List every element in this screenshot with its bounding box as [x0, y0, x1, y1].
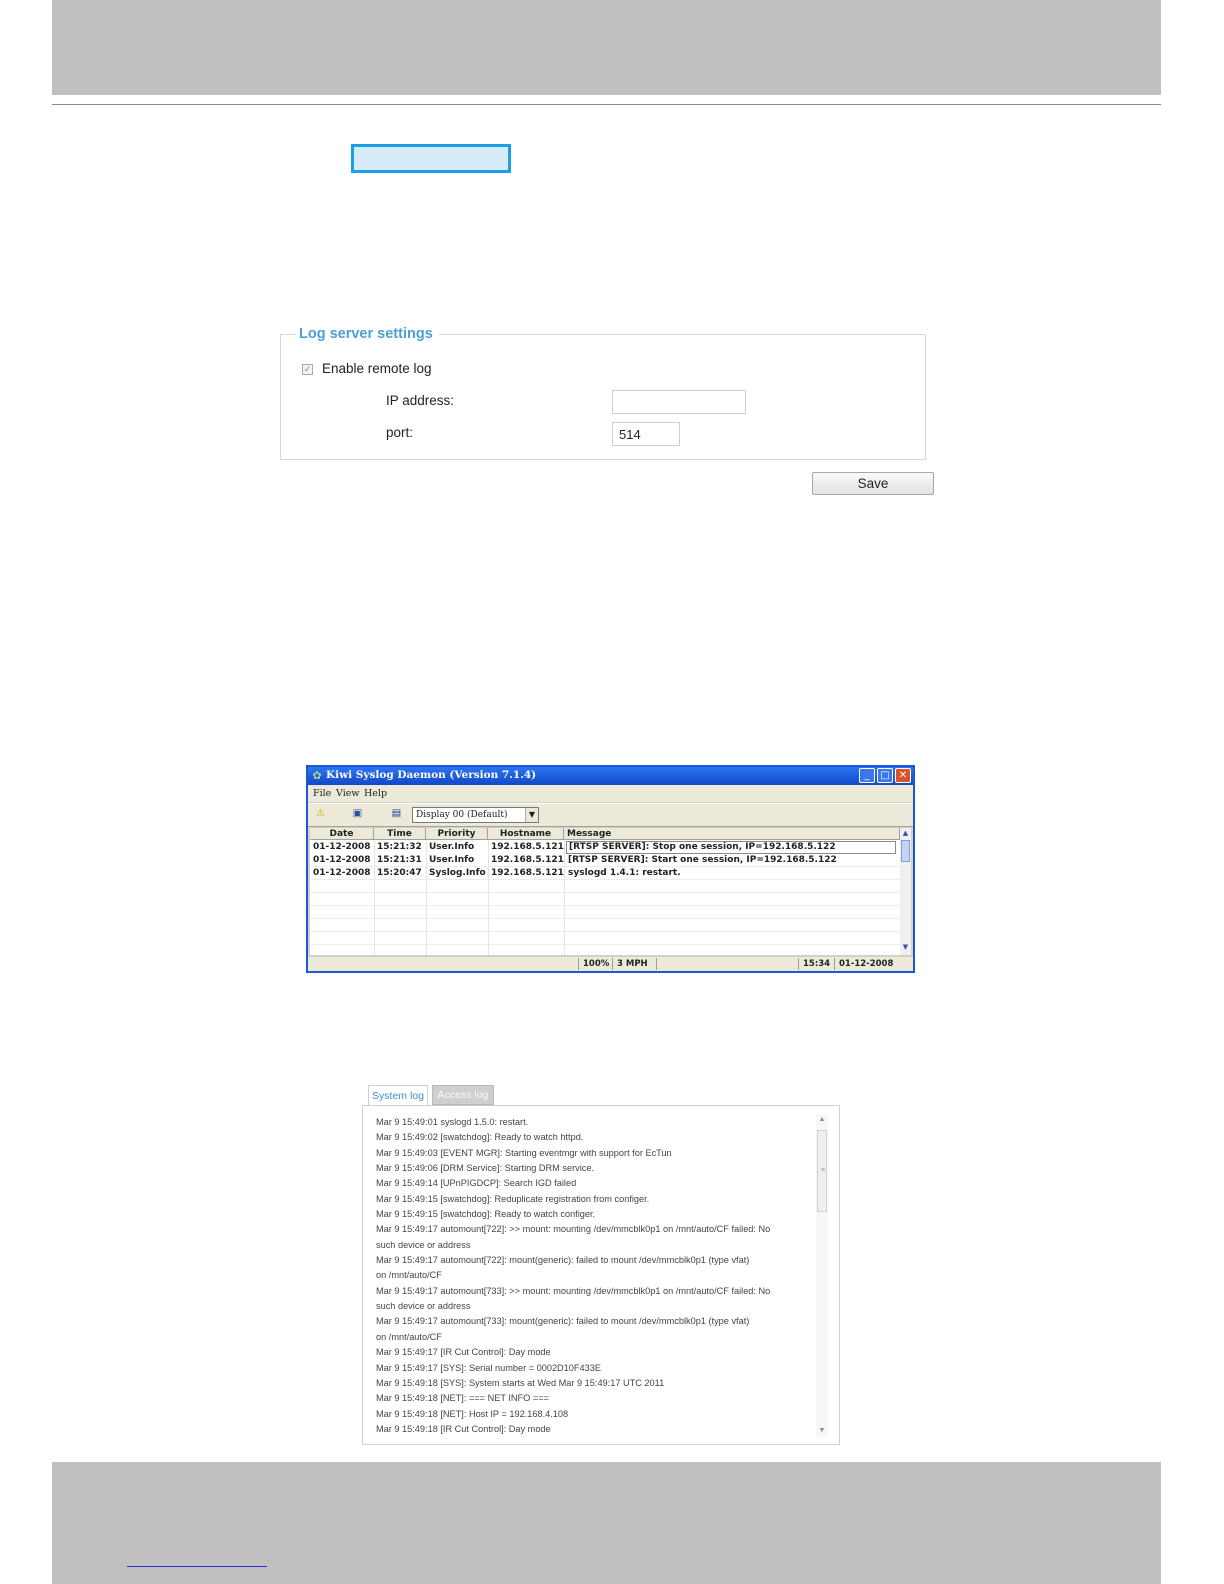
- ip-address-label: IP address:: [386, 393, 455, 408]
- log-server-settings-panel: [280, 334, 926, 460]
- grid-cell-message[interactable]: [RTSP SERVER]: Stop one session, IP=192.168.5.122: [566, 841, 896, 854]
- grip-icon: ≡: [821, 1167, 826, 1174]
- kiwi-window-title: Kiwi Syslog Daemon (Version 7.1.4): [326, 769, 537, 781]
- system-log-box: [362, 1105, 840, 1445]
- log-line: Mar 9 15:49:17 automount[722]: mount(generic): failed to mount /dev/mmcblk0p1 (type vfat): [376, 1255, 750, 1266]
- grid-divider: [374, 840, 375, 955]
- grid-cell-hostname[interactable]: 192.168.5.121: [491, 868, 564, 878]
- status-rate: 3 MPH: [612, 958, 656, 970]
- tab-access-log[interactable]: Access log: [432, 1085, 494, 1105]
- menu-file[interactable]: File: [313, 788, 332, 799]
- log-line: such device or address: [376, 1301, 471, 1312]
- scroll-up-icon[interactable]: ▲: [818, 1116, 826, 1123]
- kiwi-app-icon: ✿: [312, 769, 322, 782]
- log-line: Mar 9 15:49:17 [IR Cut Control]: Day mode: [376, 1347, 551, 1358]
- grid-cell-date[interactable]: 01-12-2008: [313, 842, 371, 852]
- system-log-text: [376, 1115, 806, 1437]
- monitor-icon[interactable]: ▣: [352, 808, 363, 819]
- enable-remote-log-label: Enable remote log: [322, 361, 432, 376]
- column-header-hostname[interactable]: Hostname: [488, 828, 564, 840]
- display-icon[interactable]: ▤: [391, 808, 402, 819]
- scroll-down-icon[interactable]: ▼: [902, 943, 909, 951]
- grid-divider: [564, 840, 565, 955]
- port-field[interactable]: 514: [612, 422, 680, 446]
- grid-divider: [310, 918, 900, 919]
- scroll-up-icon[interactable]: ▲: [902, 829, 909, 837]
- close-icon[interactable]: ✕: [895, 768, 911, 783]
- system-log-scrollbar[interactable]: [816, 1114, 828, 1437]
- display-select-value: Display 00 (Default): [416, 810, 508, 820]
- grid-cell-priority[interactable]: User.Info: [429, 855, 475, 865]
- footer-link-underline[interactable]: [127, 1566, 267, 1567]
- tab-system-log[interactable]: System log: [368, 1085, 428, 1106]
- kiwi-title-bar[interactable]: [308, 767, 913, 785]
- log-line: Mar 9 15:49:18 [NET]: === NET INFO ===: [376, 1393, 549, 1404]
- log-line: such device or address: [376, 1239, 471, 1250]
- grid-divider: [488, 840, 489, 955]
- log-line: Mar 9 15:49:02 [swatchdog]: Ready to watch httpd.: [376, 1132, 584, 1143]
- log-line: Mar 9 15:49:15 [swatchdog]: Reduplicate registration from configer.: [376, 1193, 650, 1204]
- grid-cell-time[interactable]: 15:21:32: [377, 842, 422, 852]
- grid-cell-date[interactable]: 01-12-2008: [313, 855, 371, 865]
- header-divider: [52, 104, 1161, 105]
- scroll-down-icon[interactable]: ▼: [818, 1427, 826, 1434]
- grid-divider: [310, 944, 900, 945]
- grid-cell-date[interactable]: 01-12-2008: [313, 868, 371, 878]
- log-line: Mar 9 15:49:17 automount[722]: >> mount: mounting /dev/mmcblk0p1 on /mnt/auto/CF failed: No: [376, 1224, 771, 1235]
- log-line: Mar 9 15:49:17 [SYS]: Serial number = 0002D10F433E: [376, 1362, 601, 1373]
- log-line: Mar 9 15:49:01 syslogd 1.5.0: restart.: [376, 1117, 529, 1127]
- grid-cell-time[interactable]: 15:20:47: [377, 868, 422, 878]
- log-line: Mar 9 15:49:15 [swatchdog]: Ready to watch configer.: [376, 1209, 596, 1220]
- grid-cell-message[interactable]: [RTSP SERVER]: Start one session, IP=192.168.5.122: [568, 855, 837, 865]
- column-header-date[interactable]: Date: [310, 828, 374, 840]
- system-log-scroll-thumb[interactable]: [817, 1130, 827, 1212]
- grid-cell-hostname[interactable]: 192.168.5.121: [491, 855, 564, 865]
- grid-divider: [426, 840, 427, 955]
- log-line: Mar 9 15:49:18 [NET]: Host IP = 192.168.4.108: [376, 1408, 569, 1419]
- display-select[interactable]: [412, 807, 539, 823]
- save-button[interactable]: Save: [812, 472, 934, 495]
- kiwi-status-bar: [308, 957, 913, 971]
- log-line: Mar 9 15:49:14 [UPnPIGDCP]: Search IGD failed: [376, 1178, 577, 1189]
- grid-cell-hostname[interactable]: 192.168.5.121: [491, 842, 564, 852]
- status-time: 15:34: [798, 958, 834, 970]
- minimize-icon[interactable]: _: [859, 768, 875, 783]
- grid-cell-time[interactable]: 15:21:31: [377, 855, 422, 865]
- chevron-down-icon[interactable]: ▼: [525, 808, 538, 822]
- log-line: Mar 9 15:49:18 [IR Cut Control]: Day mode: [376, 1423, 551, 1434]
- log-server-settings-legend: Log server settings: [296, 326, 439, 342]
- log-line: on /mnt/auto/CF: [376, 1331, 442, 1342]
- grid-divider: [310, 931, 900, 932]
- kiwi-toolbar: [308, 803, 913, 827]
- status-date: 01-12-2008: [834, 958, 900, 970]
- ip-address-field[interactable]: [612, 390, 746, 414]
- menu-view[interactable]: View: [336, 788, 360, 799]
- status-percent: 100%: [578, 958, 612, 970]
- grid-cell-priority[interactable]: User.Info: [429, 842, 475, 852]
- menu-help[interactable]: Help: [364, 788, 388, 799]
- log-line: on /mnt/auto/CF: [376, 1270, 442, 1281]
- grid-divider: [310, 892, 900, 893]
- highlighted-menu-item[interactable]: [351, 144, 511, 173]
- bell-icon[interactable]: ⚠: [316, 808, 325, 819]
- kiwi-menu-bar: [308, 785, 913, 802]
- maximize-icon[interactable]: □: [877, 768, 893, 783]
- kiwi-syslog-window: [306, 765, 915, 973]
- kiwi-message-grid: [310, 828, 900, 955]
- log-line: Mar 9 15:49:06 [DRM Service]: Starting DRM service.: [376, 1163, 595, 1174]
- port-label: port:: [386, 425, 414, 440]
- grid-cell-message[interactable]: syslogd 1.4.1: restart.: [568, 868, 681, 878]
- column-header-priority[interactable]: Priority: [426, 828, 488, 840]
- kiwi-scrollbar[interactable]: [900, 828, 911, 955]
- grid-cell-priority[interactable]: Syslog.Info: [429, 868, 486, 878]
- log-line: Mar 9 15:49:18 [SYS]: System starts at Wed Mar 9 15:49:17 UTC 2011: [376, 1377, 665, 1388]
- log-line: Mar 9 15:49:03 [EVENT MGR]: Starting eventmgr with support for EcTun: [376, 1147, 672, 1158]
- column-header-time[interactable]: Time: [374, 828, 426, 840]
- status-spacer: [656, 958, 798, 970]
- enable-remote-log-checkbox[interactable]: ✓: [303, 364, 312, 374]
- column-header-message[interactable]: Message: [564, 828, 900, 840]
- log-line: Mar 9 15:49:17 automount[733]: >> mount: mounting /dev/mmcblk0p1 on /mnt/auto/CF failed: No: [376, 1285, 771, 1296]
- header-band: [52, 0, 1161, 95]
- kiwi-scroll-thumb[interactable]: [901, 840, 910, 862]
- log-line: Mar 9 15:49:17 automount[733]: mount(generic): failed to mount /dev/mmcblk0p1 (type vfat): [376, 1316, 750, 1327]
- grid-divider: [310, 905, 900, 906]
